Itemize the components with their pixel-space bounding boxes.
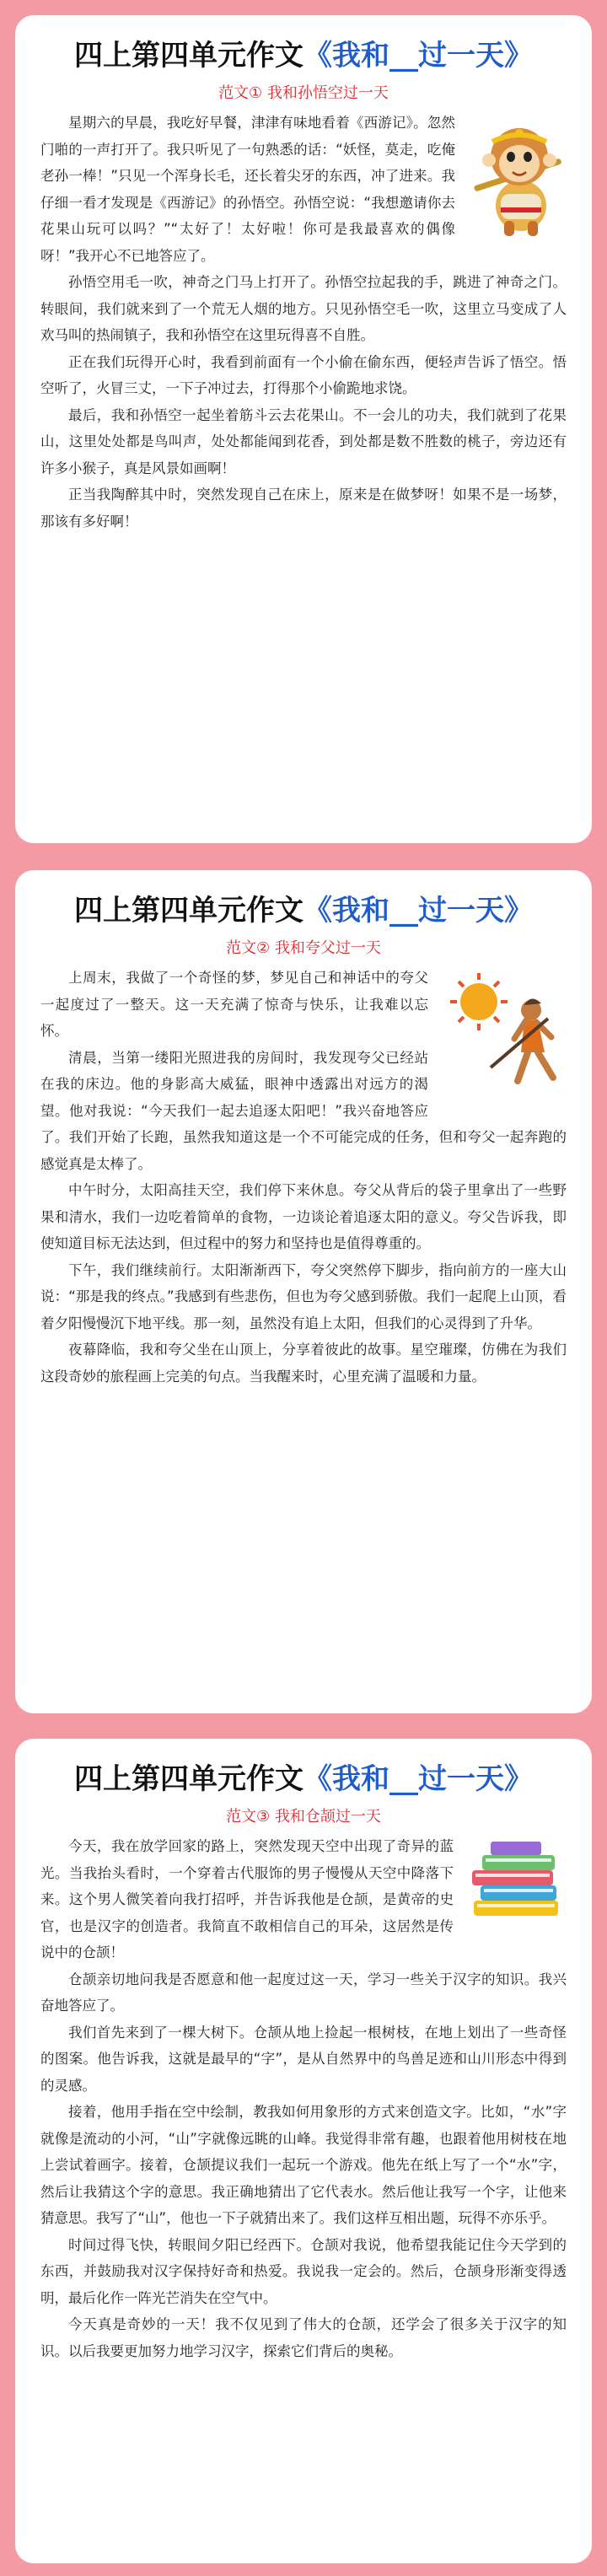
paragraph: 时间过得飞快，转眼间夕阳已经西下。仓颉对我说，他希望我能记住今天学到的东西，并鼓励我对汉字保持好奇和热爱。我说我一定会的。然后，仓颉身形渐变得透明，最后化作一阵光芒消失在空气中。 bbox=[40, 2236, 567, 2306]
paragraph: 正当我陶醉其中时，突然发现自己在床上，原来是在做梦呀！如果不是一场梦，那该有多好啊！ bbox=[40, 487, 567, 530]
title-main: 《我和__过一天》 bbox=[304, 39, 533, 73]
title-main: 《我和__过一天》 bbox=[304, 1762, 533, 1796]
paragraph: 今天真是奇妙的一天！我不仅见到了伟大的仓颉，还学会了很多关于汉字的知识。以后我要更加努力地学习汉字，探索它们背后的奥秘。 bbox=[40, 2316, 567, 2359]
essay-title bbox=[40, 1761, 567, 1798]
title-prefix: 四上第四单元作文 bbox=[74, 39, 304, 73]
paragraph: 今天，我在放学回家的路上，突然发现天空中出现了奇异的蓝光。当我抬头看时，一个穿着古代服饰的男子慢慢从天空中降落下来。这个男人微笑着向我打招呼，并告诉我他是仓颉，是黄帝的史官，也是汉字的创造者。我简直不敢相信自己的耳朵，这居然是传说中的仓颉！ bbox=[40, 1838, 454, 1960]
essay-subtitle: 范文① 我和孙悟空过一天 bbox=[218, 84, 389, 102]
essay-subtitle: 范文② 我和夸父过一天 bbox=[226, 939, 381, 957]
monkey-king-icon bbox=[467, 113, 567, 241]
paragraph: 清晨，当第一缕阳光照进我的房间时，我发现夸父已经站在我的床边。他的身影高大威猛，眼神中透露出对远方的渴望。他对我说：“今天我们一起去追逐太阳吧！”我兴奋地答应了。我们开始了长跑，虽然我知道这是一个不可能完成的任务，但和夸父一起奔跑的感觉真是太棒了。 bbox=[40, 1049, 567, 1172]
essay-card-1 bbox=[15, 15, 592, 843]
paragraph: 最后，我和孙悟空一起坐着筋斗云去花果山。不一会儿的功夫，我们就到了花果山，这里处处都是鸟叫声，处处都能闻到花香，到处都是数不胜数的桃子，旁边还有许多小猴子，真是风景如画啊！ bbox=[40, 406, 567, 476]
essay-title bbox=[40, 37, 567, 74]
kuafu-sun-icon bbox=[440, 968, 567, 1098]
paragraph: 下午，我们继续前行。太阳渐渐西下，夸父突然停下脚步，指向前方的一座大山说：“那是我的终点。”我感到有些悲伤，但也为夸父感到骄傲。我们一起爬上山顶，看着夕阳慢慢沉下地平线。那一刻，虽然没有追上太阳，但我们的心灵得到了升华。 bbox=[40, 1261, 567, 1331]
essay-card-3 bbox=[15, 1739, 592, 2563]
title-main: 《我和__过一天》 bbox=[304, 894, 533, 928]
paragraph: 孙悟空用毛一吹，神奇之门马上打开了。孙悟空拉起我的手，跳进了神奇之门。转眼间，我们就来到了一个荒无人烟的地方。只见孙悟空毛一吹，这里立马变成了人欢马叫的热闹镇子，我和孙悟空在这里玩得喜不自胜。 bbox=[40, 274, 567, 343]
paragraph: 夜幕降临，我和夸父坐在山顶上，分享着彼此的故事。星空璀璨，仿佛在为我们这段奇妙的旅程画上完美的句点。当我醒来时，心里充满了温暖和力量。 bbox=[40, 1342, 567, 1385]
paragraph: 仓颉亲切地问我是否愿意和他一起度过这一天，学习一些关于汉字的知识。我兴奋地答应了。 bbox=[40, 1971, 567, 2014]
essay-subtitle: 范文③ 我和仓颉过一天 bbox=[226, 1808, 381, 1826]
paragraph: 中午时分，太阳高挂天空，我们停下来休息。夸父从背后的袋子里拿出了一些野果和清水，我们一边吃着简单的食物，一边谈论着追逐太阳的意义。夸父告诉我，即使知道目标无法达到，但过程中的努力和坚持也是值得尊重的。 bbox=[40, 1182, 567, 1251]
title-prefix: 四上第四单元作文 bbox=[74, 1762, 304, 1796]
paragraph: 上周末，我做了一个奇怪的梦，梦见自己和神话中的夸父一起度过了一整天。这一天充满了惊奇与快乐，让我难以忘怀。 bbox=[40, 970, 428, 1039]
essay-card-2 bbox=[15, 870, 592, 1713]
essay-title bbox=[40, 892, 567, 929]
paragraph: 正在我们玩得开心时，我看到前面有一个小偷在偷东西，便轻声告诉了悟空。悟空听了，火冒三丈，一下子冲过去，打得那个小偷跪地求饶。 bbox=[40, 353, 567, 396]
paragraph: 我们首先来到了一棵大树下。仓颉从地上捡起一根树枝，在地上划出了一些奇怪的图案。他告诉我，这就是最早的“字”，是从自然界中的鸟兽足迹和山川形态中得到的灵感。 bbox=[40, 2024, 567, 2094]
paragraph: 星期六的早晨，我吃好早餐，津津有味地看着《西游记》。忽然门啪的一声打开了。我只听见了一句熟悉的话：“妖怪，莫走，吃俺老孙一棒！”只见一个浑身长毛，还长着尖牙的东西，冲了进来。我仔细一看才发现是《西游记》的孙悟空。孙悟空说：“我想邀请你去花果山玩可以吗？”“太好了！太好啦！你可是我最喜欢的偶像呀！”我开心不已地答应了。 bbox=[40, 115, 455, 264]
title-prefix: 四上第四单元作文 bbox=[74, 894, 304, 928]
book-stack-icon bbox=[465, 1837, 567, 1928]
paragraph: 接着，他用手指在空中绘制，教我如何用象形的方式来创造文字。比如，“水”字就像是流动的小河，“山”字就像远眺的山峰。我觉得非常有趣，也跟着他用树枝在地上尝试着画字。接着，仓颉提议我们一起玩一个游戏。他先在纸上写了一个“水”字，然后让我猜这个字的意思。我正确地猜出了它代表水。然后他让我写一个字，让他来猜意思。我写了“山”，他也一下子就猜出来了。我们这样互相出题，玩得不亦乐乎。 bbox=[40, 2104, 567, 2226]
